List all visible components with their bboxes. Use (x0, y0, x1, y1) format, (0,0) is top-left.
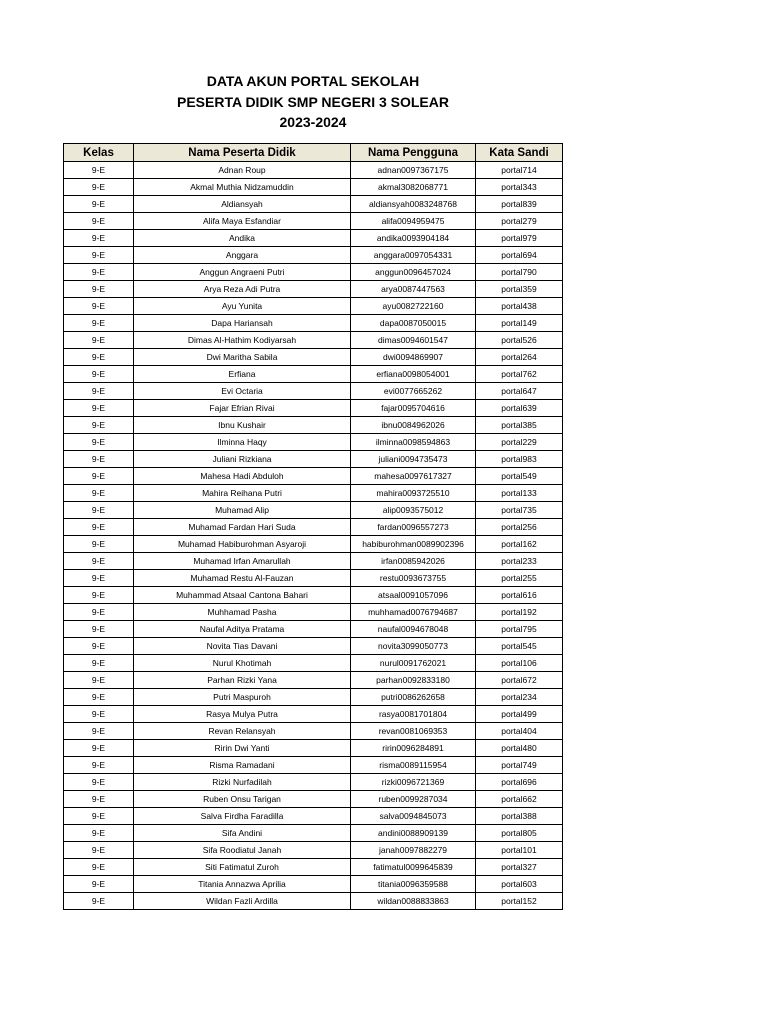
document-title (0, 71, 626, 133)
cell-kata-sandi: portal616 (476, 587, 563, 604)
cell-kelas: 9-E (64, 621, 134, 638)
cell-nama-peserta-didik: Rizki Nurfadilah (134, 774, 351, 791)
cell-kelas: 9-E (64, 638, 134, 655)
table-row (64, 502, 563, 519)
cell-kata-sandi: portal749 (476, 757, 563, 774)
cell-nama-pengguna: erfiana0098054001 (351, 366, 476, 383)
header-kelas: Kelas (64, 144, 134, 162)
cell-nama-pengguna: risma0089115954 (351, 757, 476, 774)
cell-nama-pengguna: mahira0093725510 (351, 485, 476, 502)
table-row (64, 689, 563, 706)
cell-nama-peserta-didik: Muhamad Habiburohman Asyaroji (134, 536, 351, 553)
cell-nama-pengguna: atsaal0091057096 (351, 587, 476, 604)
cell-kelas: 9-E (64, 757, 134, 774)
cell-kelas: 9-E (64, 553, 134, 570)
cell-kata-sandi: portal839 (476, 196, 563, 213)
table-row (64, 400, 563, 417)
cell-kata-sandi: portal388 (476, 808, 563, 825)
cell-kelas: 9-E (64, 315, 134, 332)
cell-kata-sandi: portal149 (476, 315, 563, 332)
cell-nama-peserta-didik: Sifa Andini (134, 825, 351, 842)
cell-kelas: 9-E (64, 672, 134, 689)
table-row (64, 706, 563, 723)
cell-nama-pengguna: ruben0099287034 (351, 791, 476, 808)
table-row (64, 774, 563, 791)
table-row (64, 349, 563, 366)
cell-kata-sandi: portal526 (476, 332, 563, 349)
table-row (64, 842, 563, 859)
cell-nama-pengguna: arya0087447563 (351, 281, 476, 298)
cell-nama-pengguna: dwi0094869907 (351, 349, 476, 366)
cell-nama-pengguna: akmal3082068771 (351, 179, 476, 196)
cell-kata-sandi: portal735 (476, 502, 563, 519)
cell-nama-peserta-didik: Mahira Reihana Putri (134, 485, 351, 502)
cell-nama-peserta-didik: Parhan Rizki Yana (134, 672, 351, 689)
cell-nama-peserta-didik: Rasya Mulya Putra (134, 706, 351, 723)
cell-kata-sandi: portal359 (476, 281, 563, 298)
cell-kata-sandi: portal264 (476, 349, 563, 366)
table-body (64, 162, 563, 910)
table-row (64, 315, 563, 332)
table-row (64, 553, 563, 570)
cell-kelas: 9-E (64, 587, 134, 604)
cell-nama-peserta-didik: Ilminna Haqy (134, 434, 351, 451)
cell-kata-sandi: portal672 (476, 672, 563, 689)
table-row (64, 417, 563, 434)
cell-nama-pengguna: adnan0097367175 (351, 162, 476, 179)
cell-kelas: 9-E (64, 791, 134, 808)
cell-kelas: 9-E (64, 383, 134, 400)
cell-nama-pengguna: ilminna0098594863 (351, 434, 476, 451)
cell-nama-pengguna: parhan0092833180 (351, 672, 476, 689)
table-row (64, 655, 563, 672)
table-row (64, 434, 563, 451)
cell-kelas: 9-E (64, 876, 134, 893)
cell-nama-peserta-didik: Dapa Hariansah (134, 315, 351, 332)
cell-nama-peserta-didik: Adnan Roup (134, 162, 351, 179)
cell-nama-peserta-didik: Dwi Maritha Sabila (134, 349, 351, 366)
cell-kata-sandi: portal229 (476, 434, 563, 451)
cell-kata-sandi: portal404 (476, 723, 563, 740)
cell-nama-peserta-didik: Putri Maspuroh (134, 689, 351, 706)
cell-kata-sandi: portal549 (476, 468, 563, 485)
cell-nama-peserta-didik: Nurul Khotimah (134, 655, 351, 672)
cell-kelas: 9-E (64, 502, 134, 519)
cell-kelas: 9-E (64, 723, 134, 740)
cell-kata-sandi: portal603 (476, 876, 563, 893)
cell-nama-pengguna: aldiansyah0083248768 (351, 196, 476, 213)
cell-nama-peserta-didik: Ayu Yunita (134, 298, 351, 315)
table-row (64, 213, 563, 230)
cell-nama-peserta-didik: Arya Reza Adi Putra (134, 281, 351, 298)
cell-kata-sandi: portal795 (476, 621, 563, 638)
cell-nama-pengguna: janah0097882279 (351, 842, 476, 859)
header-nama-peserta-didik: Nama Peserta Didik (134, 144, 351, 162)
table-row (64, 621, 563, 638)
cell-nama-peserta-didik: Erfiana (134, 366, 351, 383)
cell-kata-sandi: portal385 (476, 417, 563, 434)
cell-nama-pengguna: novita3099050773 (351, 638, 476, 655)
table-row (64, 298, 563, 315)
cell-nama-pengguna: mahesa0097617327 (351, 468, 476, 485)
cell-nama-peserta-didik: Titania Annazwa Aprilia (134, 876, 351, 893)
cell-nama-peserta-didik: Evi Octaria (134, 383, 351, 400)
cell-nama-peserta-didik: Aldiansyah (134, 196, 351, 213)
table-row (64, 570, 563, 587)
cell-kelas: 9-E (64, 468, 134, 485)
table-row (64, 451, 563, 468)
cell-nama-pengguna: alifa0094959475 (351, 213, 476, 230)
cell-nama-pengguna: rizki0096721369 (351, 774, 476, 791)
cell-nama-pengguna: nurul0091762021 (351, 655, 476, 672)
table-row (64, 791, 563, 808)
cell-kelas: 9-E (64, 604, 134, 621)
table-header-row (64, 144, 563, 162)
cell-kata-sandi: portal101 (476, 842, 563, 859)
cell-kata-sandi: portal255 (476, 570, 563, 587)
cell-nama-pengguna: andini0088909139 (351, 825, 476, 842)
cell-kelas: 9-E (64, 536, 134, 553)
table-row (64, 536, 563, 553)
cell-kelas: 9-E (64, 825, 134, 842)
cell-kelas: 9-E (64, 264, 134, 281)
cell-kelas: 9-E (64, 485, 134, 502)
table-row (64, 859, 563, 876)
cell-kelas: 9-E (64, 179, 134, 196)
cell-kelas: 9-E (64, 893, 134, 910)
table-row (64, 230, 563, 247)
cell-nama-peserta-didik: Novita Tias Davani (134, 638, 351, 655)
cell-kata-sandi: portal327 (476, 859, 563, 876)
cell-nama-pengguna: juliani0094735473 (351, 451, 476, 468)
cell-nama-peserta-didik: Mahesa Hadi Abduloh (134, 468, 351, 485)
table-row (64, 468, 563, 485)
cell-kelas: 9-E (64, 196, 134, 213)
cell-nama-pengguna: dimas0094601547 (351, 332, 476, 349)
cell-nama-peserta-didik: Muhamad Restu Al-Fauzan (134, 570, 351, 587)
cell-nama-peserta-didik: Revan Relansyah (134, 723, 351, 740)
cell-kata-sandi: portal983 (476, 451, 563, 468)
cell-nama-peserta-didik: Juliani Rizkiana (134, 451, 351, 468)
cell-nama-pengguna: anggun0096457024 (351, 264, 476, 281)
table-row (64, 162, 563, 179)
cell-nama-pengguna: andika0093904184 (351, 230, 476, 247)
cell-kelas: 9-E (64, 859, 134, 876)
cell-kelas: 9-E (64, 298, 134, 315)
cell-nama-pengguna: anggara0097054331 (351, 247, 476, 264)
cell-kata-sandi: portal233 (476, 553, 563, 570)
cell-nama-peserta-didik: Muhamad Fardan Hari Suda (134, 519, 351, 536)
cell-nama-peserta-didik: Risma Ramadani (134, 757, 351, 774)
table-row (64, 281, 563, 298)
cell-nama-peserta-didik: Naufal Aditya Pratama (134, 621, 351, 638)
cell-nama-pengguna: fatimatul0099645839 (351, 859, 476, 876)
cell-kelas: 9-E (64, 706, 134, 723)
table-row (64, 332, 563, 349)
table-row (64, 893, 563, 910)
cell-nama-pengguna: wildan0088833863 (351, 893, 476, 910)
cell-nama-peserta-didik: Ibnu Kushair (134, 417, 351, 434)
cell-nama-peserta-didik: Ririn Dwi Yanti (134, 740, 351, 757)
cell-kata-sandi: portal438 (476, 298, 563, 315)
cell-nama-pengguna: rasya0081701804 (351, 706, 476, 723)
cell-nama-pengguna: evi0077665262 (351, 383, 476, 400)
cell-kata-sandi: portal662 (476, 791, 563, 808)
cell-kata-sandi: portal790 (476, 264, 563, 281)
cell-kelas: 9-E (64, 842, 134, 859)
table-row (64, 179, 563, 196)
table-row (64, 808, 563, 825)
header-kata-sandi: Kata Sandi (476, 144, 563, 162)
cell-kelas: 9-E (64, 213, 134, 230)
table-row (64, 876, 563, 893)
cell-kata-sandi: portal694 (476, 247, 563, 264)
cell-kelas: 9-E (64, 400, 134, 417)
cell-nama-peserta-didik: Wildan Fazli Ardilla (134, 893, 351, 910)
cell-kata-sandi: portal343 (476, 179, 563, 196)
cell-nama-peserta-didik: Akmal Muthia Nidzamuddin (134, 179, 351, 196)
cell-kata-sandi: portal480 (476, 740, 563, 757)
cell-nama-peserta-didik: Anggun Angraeni Putri (134, 264, 351, 281)
table-row (64, 366, 563, 383)
table-row (64, 587, 563, 604)
cell-kelas: 9-E (64, 689, 134, 706)
cell-nama-pengguna: fardan0096557273 (351, 519, 476, 536)
cell-kelas: 9-E (64, 808, 134, 825)
cell-kata-sandi: portal162 (476, 536, 563, 553)
cell-nama-pengguna: restu0093673755 (351, 570, 476, 587)
cell-nama-peserta-didik: Andika (134, 230, 351, 247)
cell-kelas: 9-E (64, 519, 134, 536)
cell-nama-pengguna: naufal0094678048 (351, 621, 476, 638)
table-row (64, 757, 563, 774)
cell-kelas: 9-E (64, 451, 134, 468)
title-line-1: DATA AKUN PORTAL SEKOLAH (206, 73, 420, 89)
cell-kata-sandi: portal647 (476, 383, 563, 400)
cell-nama-peserta-didik: Muhamad Irfan Amarullah (134, 553, 351, 570)
table-row (64, 247, 563, 264)
table-row (64, 672, 563, 689)
student-accounts-table (63, 143, 563, 910)
cell-kelas: 9-E (64, 349, 134, 366)
cell-kelas: 9-E (64, 434, 134, 451)
cell-nama-peserta-didik: Salva Firdha Faradilla (134, 808, 351, 825)
cell-nama-peserta-didik: Muhammad Atsaal Cantona Bahari (134, 587, 351, 604)
cell-kata-sandi: portal762 (476, 366, 563, 383)
cell-nama-pengguna: ayu0082722160 (351, 298, 476, 315)
cell-kata-sandi: portal279 (476, 213, 563, 230)
table-row (64, 264, 563, 281)
header-nama-pengguna: Nama Pengguna (351, 144, 476, 162)
cell-nama-peserta-didik: Anggara (134, 247, 351, 264)
cell-kata-sandi: portal805 (476, 825, 563, 842)
cell-kelas: 9-E (64, 332, 134, 349)
cell-kelas: 9-E (64, 774, 134, 791)
cell-nama-peserta-didik: Dimas Al-Hathim Kodiyarsah (134, 332, 351, 349)
cell-kelas: 9-E (64, 281, 134, 298)
cell-nama-pengguna: putri0086262658 (351, 689, 476, 706)
cell-nama-peserta-didik: Alifa Maya Esfandiar (134, 213, 351, 230)
cell-kata-sandi: portal714 (476, 162, 563, 179)
cell-nama-pengguna: irfan0085942026 (351, 553, 476, 570)
cell-kelas: 9-E (64, 230, 134, 247)
table-row (64, 825, 563, 842)
cell-kata-sandi: portal256 (476, 519, 563, 536)
title-line-2: PESERTA DIDIK SMP NEGERI 3 SOLEAR (176, 93, 449, 110)
cell-nama-pengguna: revan0081069353 (351, 723, 476, 740)
table-row (64, 196, 563, 213)
cell-kelas: 9-E (64, 162, 134, 179)
cell-nama-pengguna: alip0093575012 (351, 502, 476, 519)
table-row (64, 383, 563, 400)
cell-nama-peserta-didik: Muhhamad Pasha (134, 604, 351, 621)
cell-kelas: 9-E (64, 366, 134, 383)
cell-kata-sandi: portal106 (476, 655, 563, 672)
cell-kata-sandi: portal133 (476, 485, 563, 502)
cell-nama-pengguna: habiburohman0089902396 (351, 536, 476, 553)
cell-kelas: 9-E (64, 655, 134, 672)
cell-nama-pengguna: ririn0096284891 (351, 740, 476, 757)
cell-nama-pengguna: ibnu0084962026 (351, 417, 476, 434)
cell-kata-sandi: portal152 (476, 893, 563, 910)
cell-kelas: 9-E (64, 417, 134, 434)
cell-nama-pengguna: titania0096359588 (351, 876, 476, 893)
title-line-3: 2023-2024 (279, 114, 347, 130)
table-row (64, 485, 563, 502)
cell-kata-sandi: portal639 (476, 400, 563, 417)
cell-nama-peserta-didik: Siti Fatimatul Zuroh (134, 859, 351, 876)
cell-nama-peserta-didik: Ruben Onsu Tarigan (134, 791, 351, 808)
cell-nama-pengguna: salva0094845073 (351, 808, 476, 825)
table-row (64, 604, 563, 621)
cell-kelas: 9-E (64, 740, 134, 757)
cell-nama-peserta-didik: Sifa Roodiatul Janah (134, 842, 351, 859)
cell-kata-sandi: portal192 (476, 604, 563, 621)
cell-kata-sandi: portal234 (476, 689, 563, 706)
cell-nama-peserta-didik: Muhamad Alip (134, 502, 351, 519)
cell-nama-pengguna: muhhamad0076794687 (351, 604, 476, 621)
cell-kelas: 9-E (64, 570, 134, 587)
cell-nama-pengguna: fajar0095704616 (351, 400, 476, 417)
cell-kelas: 9-E (64, 247, 134, 264)
table-row (64, 519, 563, 536)
table-row (64, 740, 563, 757)
cell-kata-sandi: portal979 (476, 230, 563, 247)
cell-kata-sandi: portal545 (476, 638, 563, 655)
cell-kata-sandi: portal499 (476, 706, 563, 723)
cell-nama-peserta-didik: Fajar Efrian Rivai (134, 400, 351, 417)
table-row (64, 723, 563, 740)
cell-nama-pengguna: dapa0087050015 (351, 315, 476, 332)
cell-kata-sandi: portal696 (476, 774, 563, 791)
table-row (64, 638, 563, 655)
